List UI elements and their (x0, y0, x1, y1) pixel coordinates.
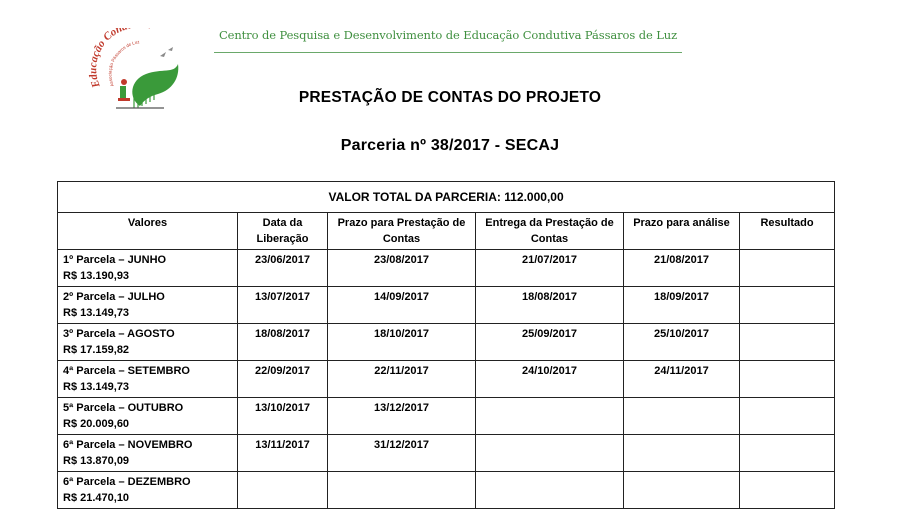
parcela-cell (58, 398, 238, 435)
table-row (58, 324, 835, 361)
logo-sub-text: Associação Pássaros de Luz (107, 39, 140, 88)
parcela-value: R$ 13.870,09 (63, 455, 130, 467)
parcela-value: R$ 21.470,10 (63, 492, 130, 504)
prazo-analise-cell (624, 435, 740, 472)
liberacao-cell: 23/06/2017 (238, 250, 328, 287)
prazo-prestacao-cell: 13/12/2017 (328, 398, 476, 435)
prazo-prestacao-cell: 18/10/2017 (328, 324, 476, 361)
table-row (58, 472, 835, 509)
parcela-cell (58, 435, 238, 472)
parcela-cell (58, 324, 238, 361)
prazo-analise-cell: 25/10/2017 (624, 324, 740, 361)
total-row (58, 182, 835, 213)
parcela-value: R$ 20.009,60 (63, 418, 130, 430)
column-header-valores: Valores (58, 213, 238, 250)
header-divider (214, 52, 682, 53)
resultado-cell (740, 472, 835, 509)
prazo-analise-cell (624, 472, 740, 509)
prazo-prestacao-cell: 31/12/2017 (328, 435, 476, 472)
resultado-cell (740, 287, 835, 324)
entrega-cell (476, 472, 624, 509)
parcela-label: 6ª Parcela – DEZEMBRO (63, 476, 191, 488)
resultado-cell (740, 250, 835, 287)
liberacao-cell: 18/08/2017 (238, 324, 328, 361)
prazo-prestacao-cell: 22/11/2017 (328, 361, 476, 398)
total-value: VALOR TOTAL DA PARCERIA: 112.000,00 (58, 182, 835, 213)
parcela-label: 6ª Parcela – NOVEMBRO (63, 439, 193, 451)
column-header-prazo-analise: Prazo para análise (624, 213, 740, 250)
parcela-value: R$ 13.149,73 (63, 307, 130, 319)
parcela-cell (58, 287, 238, 324)
resultado-cell (740, 398, 835, 435)
parcela-cell (58, 472, 238, 509)
entrega-cell (476, 398, 624, 435)
column-header-entrega-prestacao: Entrega da Prestação de Contas (476, 213, 624, 250)
parcela-value: R$ 13.149,73 (63, 381, 130, 393)
prazo-analise-cell: 18/09/2017 (624, 287, 740, 324)
column-header-data-liberacao: Data da Liberação (238, 213, 328, 250)
parcela-label: 3º Parcela – AGOSTO (63, 328, 175, 340)
column-header-resultado: Resultado (740, 213, 835, 250)
prazo-analise-cell: 24/11/2017 (624, 361, 740, 398)
liberacao-cell (238, 472, 328, 509)
prazo-analise-cell: 21/08/2017 (624, 250, 740, 287)
parcela-value: R$ 17.159,82 (63, 344, 130, 356)
table-row (58, 361, 835, 398)
page-subtitle: Parceria nº 38/2017 - SECAJ (340, 137, 560, 154)
entrega-cell: 24/10/2017 (476, 361, 624, 398)
page-title: PRESTAÇÃO DE CONTAS DO PROJETO (298, 89, 602, 106)
parcela-label: 1º Parcela – JUNHO (63, 254, 167, 266)
parcela-label: 4ª Parcela – SETEMBRO (63, 365, 190, 377)
entrega-cell (476, 435, 624, 472)
liberacao-cell: 22/09/2017 (238, 361, 328, 398)
prazo-analise-cell (624, 398, 740, 435)
header-row (58, 213, 835, 250)
liberacao-cell: 13/10/2017 (238, 398, 328, 435)
parcela-label: 2º Parcela – JULHO (63, 291, 165, 303)
table-row (58, 250, 835, 287)
entrega-cell: 21/07/2017 (476, 250, 624, 287)
table-row (58, 435, 835, 472)
parcela-cell (58, 250, 238, 287)
prazo-prestacao-cell: 23/08/2017 (328, 250, 476, 287)
organization-header: Centro de Pesquisa e Desenvolvimento de Educação Condutiva Pássaros de Luz (218, 28, 678, 42)
prazo-prestacao-cell (328, 472, 476, 509)
liberacao-cell: 13/07/2017 (238, 287, 328, 324)
table-row (58, 398, 835, 435)
logo-arc-text: Educação Con (88, 28, 125, 90)
entrega-cell: 25/09/2017 (476, 324, 624, 361)
prazo-prestacao-cell: 14/09/2017 (328, 287, 476, 324)
accounts-table (57, 181, 835, 509)
entrega-cell: 18/08/2017 (476, 287, 624, 324)
table-row (58, 287, 835, 324)
parcela-label: 5ª Parcela – OUTUBRO (63, 402, 184, 414)
liberacao-cell: 13/11/2017 (238, 435, 328, 472)
parcela-cell (58, 361, 238, 398)
resultado-cell (740, 361, 835, 398)
parcela-value: R$ 13.190,93 (63, 270, 130, 282)
column-header-prazo-prestacao: Prazo para Prestação de Contas (328, 213, 476, 250)
resultado-cell (740, 435, 835, 472)
resultado-cell (740, 324, 835, 361)
